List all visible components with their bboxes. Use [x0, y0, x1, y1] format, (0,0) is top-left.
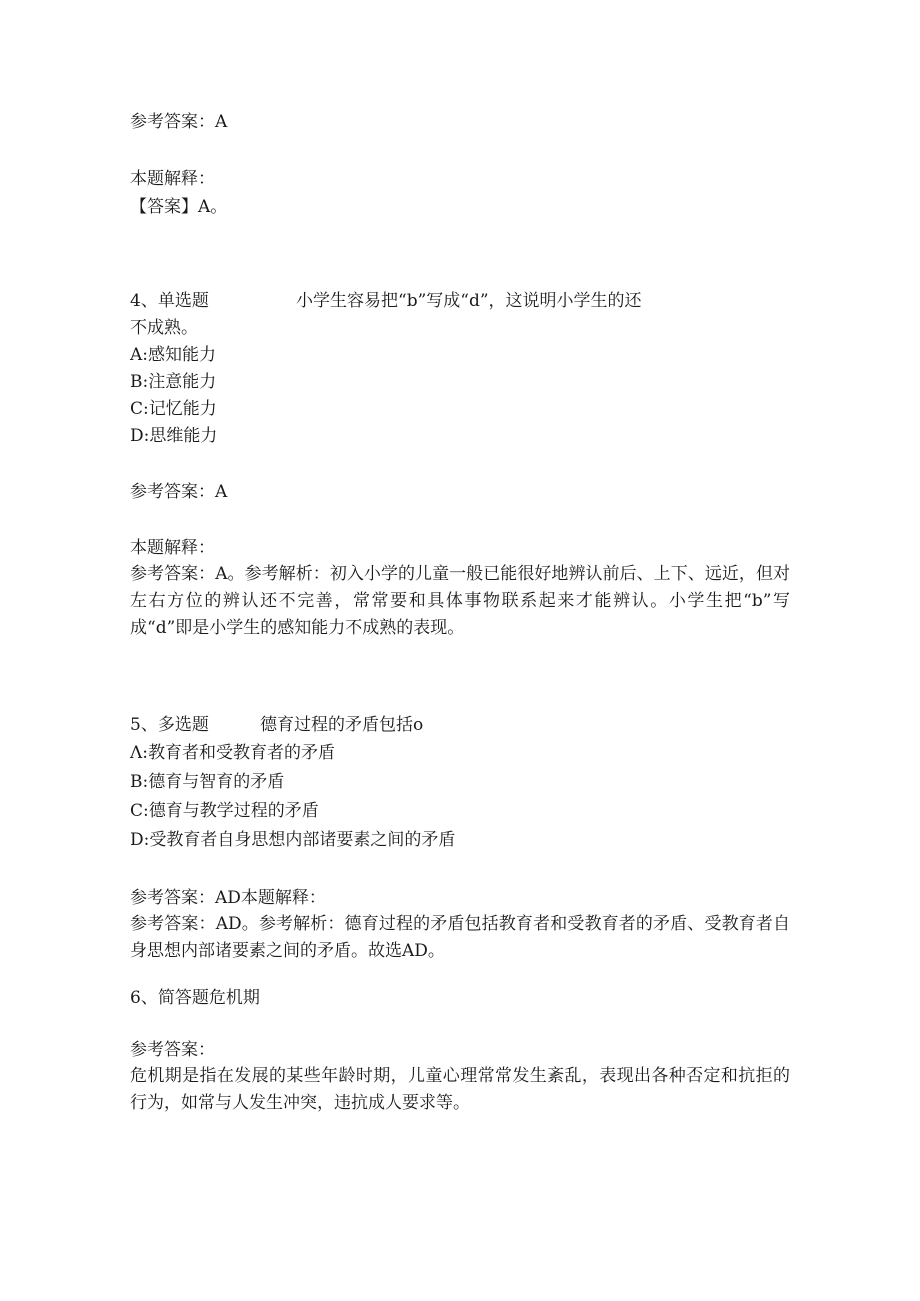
q4-answer: 参考答案：A	[130, 482, 228, 502]
q4-option-b: B:注意能力	[130, 372, 217, 392]
q5-option-c: C:德育与教学过程的矛盾	[130, 801, 319, 821]
q4-explain: 参考答案：A。参考解析：初入小学的儿童一般已能很好地辨认前后、上下、远近，但对左右方位的辨认还不完善，常常要和具体事物联系起来才能辨认。小学生把“b”写成“d”即是小学生的感知能力不成熟的表现。	[130, 564, 790, 638]
q4-number-type: 4、单选题	[130, 291, 209, 311]
q5-stem: 德育过程的矛盾包括o	[260, 715, 424, 735]
q3-answer: 参考答案：A	[130, 112, 228, 132]
q5-option-d: D:受教育者自身思想内部诸要素之间的矛盾	[130, 830, 456, 850]
q4-option-a: A:感知能力	[130, 345, 217, 365]
q3-explain-label: 本题解释：	[130, 169, 215, 189]
q5-option-a: Λ:教育者和受教育者的矛盾	[130, 743, 336, 763]
q6-answer: 危机期是指在发展的某些年龄时期，儿童心理常常发生紊乱，表现出各种否定和抗拒的行为，如常与人发生冲突，违抗成人要求等。	[130, 1066, 790, 1113]
q5-number-type: 5、多选题	[130, 715, 209, 735]
q4-option-d: D:思维能力	[130, 426, 218, 446]
q5-option-b: B:德育与智育的矛盾	[130, 772, 285, 792]
q5-answer-and-label: 参考答案：AD本题解释：	[130, 888, 326, 908]
q6-answer-label: 参考答案：	[130, 1040, 215, 1060]
q4-header	[130, 290, 642, 312]
q4-option-c: C:记忆能力	[130, 399, 217, 419]
q5-explain: 参考答案：AD。参考解析：德育过程的矛盾包括教育者和受教育者的矛盾、受教育者自身思想内部诸要素之间的矛盾。故选AD。	[130, 914, 790, 961]
q4-explain-label: 本题解释：	[130, 538, 215, 558]
q4-stem-line1: 小学生容易把“b”写成“d”，这说明小学生的还	[296, 291, 642, 311]
q4-stem-line2: 不成熟。	[130, 318, 198, 338]
q3-explain: 【答案】A。	[130, 197, 228, 217]
q5-header	[130, 714, 423, 736]
q6-title: 6、简答题危机期	[130, 988, 260, 1008]
